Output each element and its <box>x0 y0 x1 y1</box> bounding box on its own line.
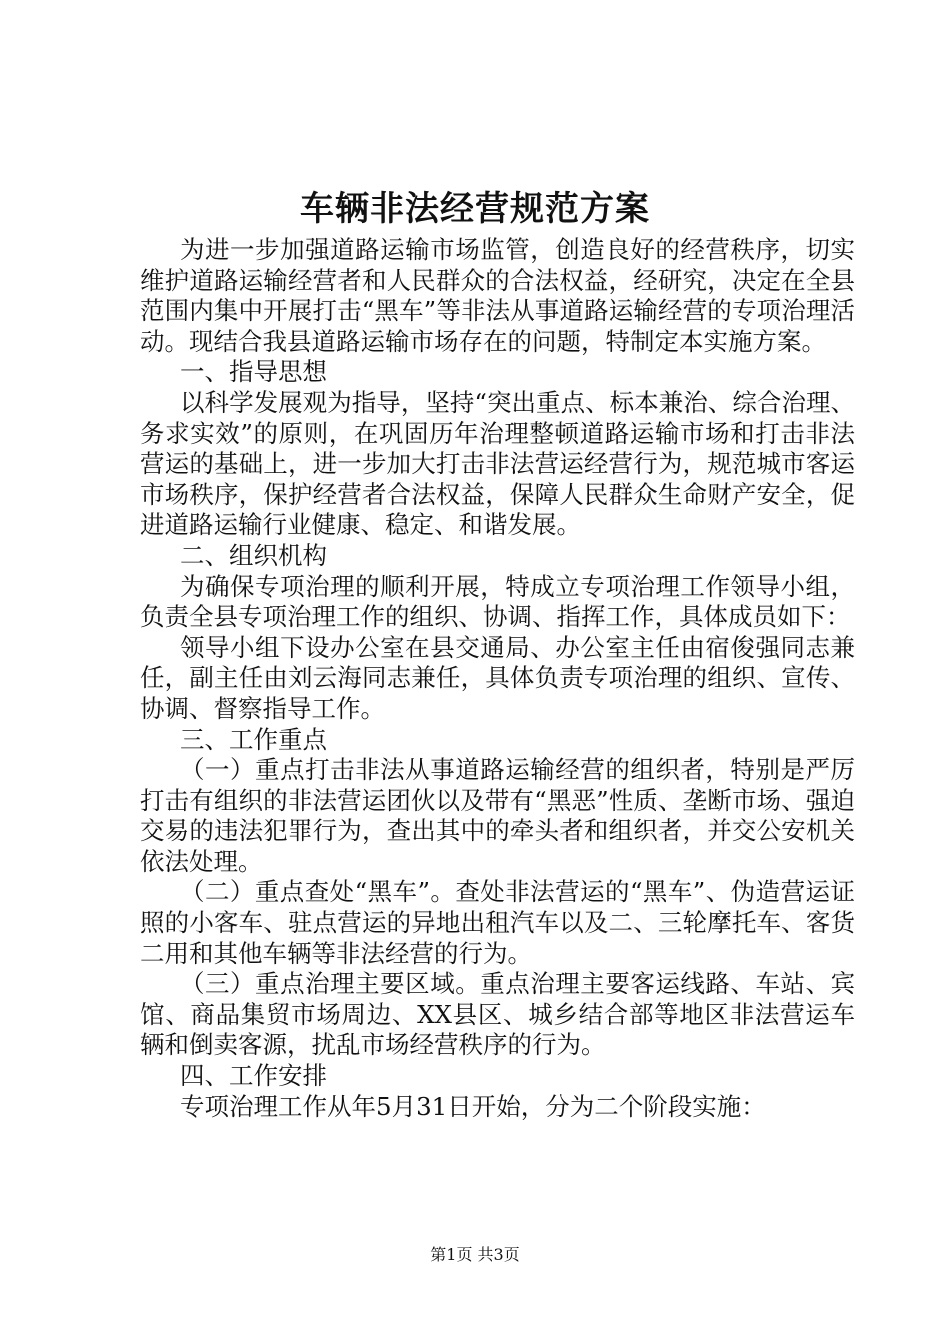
section-heading-work-focus: 三、工作重点 <box>180 724 327 754</box>
page-number-footer: 第1页 共3页 <box>430 1245 520 1264</box>
paragraph-guiding-ideology: 以科学发展观为指导，坚持“突出重点、标本兼治、综合治理、务求实效”的原则，在巩固历年治理整顿道路运输市场和打击非法营运的基础上，进一步加大打击非法营运经营行为，规范城市客运市场秩序，保护经营者合法权益，保障人民群众生命财产安全，促进道路运输行业健康、稳定、和谐发展。 <box>140 387 855 540</box>
paragraph-office: 领导小组下设办公室在县交通局、办公室主任由宿俊强同志兼任，副主任由刘云海同志兼任，具体负责专项治理的组织、宣传、协调、督察指导工作。 <box>140 632 855 723</box>
paragraph-arrangement: 专项治理工作从年5月31日开始，分为二个阶段实施： <box>180 1091 766 1121</box>
paragraph-focus-2: （二）重点查处“黑车”。查处非法营运的“黑车”、伪造营运证照的小客车、驻点营运的异地出租汽车以及二、三轮摩托车、客货二用和其他车辆等非法经营的行为。 <box>140 877 855 968</box>
section-heading-guiding-ideology: 一、指导思想 <box>180 357 327 387</box>
paragraph-organization: 为确保专项治理的顺利开展，特成立专项治理工作领导小组，负责全县专项治理工作的组织、协调、指挥工作，具体成员如下： <box>140 571 855 632</box>
paragraph-focus-1: （一）重点打击非法从事道路运输经营的组织者，特别是严厉打击有组织的非法营运团伙以及带有“黑恶”性质、垄断市场、强迫交易的违法犯罪行为，查出其中的牵头者和组织者，并交公安机关依法处理。 <box>140 755 855 876</box>
document-body <box>140 235 855 1122</box>
paragraph-intro: 为进一步加强道路运输市场监管，创造良好的经营秩序，切实维护道路运输经营者和人民群众的合法权益，经研究，决定在全县范围内集中开展打击“黑车”等非法从事道路运输经营的专项治理活动。现结合我县道路运输市场存在的问题，特制定本实施方案。 <box>140 235 855 356</box>
paragraph-focus-3: （三）重点治理主要区域。重点治理主要客运线路、车站、宾馆、商品集贸市场周边、XX县区、城乡结合部等地区非法营运车辆和倒卖客源，扰乱市场经营秩序的行为。 <box>140 969 855 1060</box>
document-title: 车辆非法经营规范方案 <box>300 189 650 229</box>
section-heading-work-arrangement: 四、工作安排 <box>180 1061 327 1091</box>
section-heading-organization: 二、组织机构 <box>180 540 327 570</box>
